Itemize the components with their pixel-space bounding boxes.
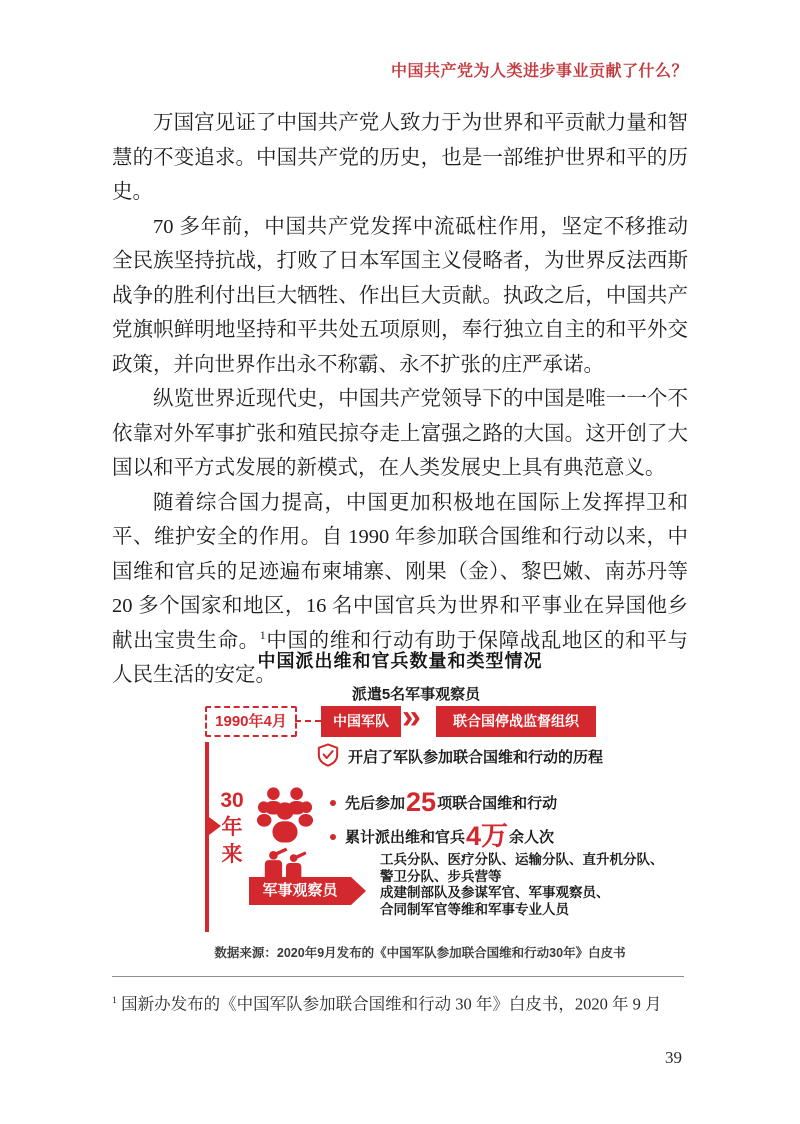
period-label-line: 来 bbox=[221, 843, 243, 866]
un-supervision-box: 联合国停战监督组织 bbox=[436, 706, 596, 737]
footnote-divider bbox=[112, 976, 684, 977]
timeline-line bbox=[205, 742, 209, 932]
force-types-list bbox=[380, 852, 670, 918]
force-type-line: 成建制部队及参谋军官、军事观察员、 bbox=[380, 885, 610, 900]
footnote-marker: 1 bbox=[112, 995, 117, 1006]
stat-highlight: 4万 bbox=[466, 821, 509, 851]
data-source-note: 数据来源：2020年9月发布的《中国军队参加联合国维和行动30年》白皮书 bbox=[214, 946, 626, 960]
footnote-reference: 1 bbox=[259, 627, 266, 642]
stat-suffix: 项联合国维和行动 bbox=[437, 795, 558, 812]
force-type-line: 工兵分队、医疗分队、运输分队、直升机分队、 bbox=[380, 852, 664, 867]
peacekeeping-infographic bbox=[0, 645, 800, 980]
footnote bbox=[112, 989, 692, 1017]
stat-suffix: 余人次 bbox=[509, 829, 555, 846]
stat-highlight: 25 bbox=[406, 787, 437, 817]
timeline-date-badge: 1990年4月 bbox=[205, 706, 297, 737]
paragraph: 纵览世界近现代史，中国共产党领导下的中国是唯一一个不依靠对外军事扩张和殖民掠夺走上富强之路的大国。这开创了大国以和平方式发展的新模式，在人类发展史上具有典范意义。 bbox=[112, 388, 688, 479]
force-type-line: 警卫分队、步兵营等 bbox=[380, 868, 502, 884]
bullet-dot bbox=[330, 800, 336, 806]
page-number: 39 bbox=[665, 1048, 682, 1067]
stat-row-personnel bbox=[330, 823, 554, 850]
saluting-soldiers-icon bbox=[260, 846, 310, 878]
period-label-line: 年 bbox=[221, 816, 243, 839]
period-label-line: 30 bbox=[220, 789, 244, 812]
shield-check-icon bbox=[317, 743, 339, 767]
milestone-text: 开启了军队参加联合国维和行动的历程 bbox=[348, 749, 604, 766]
paragraph-text: 中国的维和行动有助于保障战乱地区的和平与人民生活的安定。 bbox=[112, 629, 689, 686]
stat-row-operations bbox=[330, 789, 557, 816]
paragraph: 万国宫见证了中国共产党人致力于为世界和平贡献力量和智慧的不变追求。中国共产党的历史，也是一部维护世界和平的历史。 bbox=[112, 112, 688, 203]
paragraph-text: 随着综合国力提高，中国更加积极地在国际上发挥捍卫和平、维护安全的作用。自 1990 年参加联合国维和行动以来，中国维和官兵的足迹遍布柬埔寨、刚果（金）、黎巴嫩、南苏丹等 20 多个国家和地区，16 名中国官兵为世界和平事业在异国他乡献出宝贵生命。 bbox=[112, 491, 688, 652]
dashed-connector bbox=[295, 720, 321, 722]
people-group-icon bbox=[256, 783, 314, 845]
china-army-box: 中国军队 bbox=[321, 706, 401, 737]
stat-prefix: 先后参加 bbox=[345, 795, 406, 812]
double-chevron-icon: » bbox=[402, 698, 421, 736]
force-type-line: 合同制军官等维和军事专业人员 bbox=[380, 901, 569, 917]
stat-prefix: 累计派出维和官兵 bbox=[345, 829, 466, 846]
period-label bbox=[219, 787, 245, 868]
running-head: 中国共产党为人类进步事业贡献了什么？ bbox=[390, 63, 688, 80]
body-text bbox=[112, 106, 688, 693]
bullet-dot bbox=[330, 834, 336, 840]
infographic-title: 中国派出维和官兵数量和类型情况 bbox=[257, 651, 543, 671]
paragraph: 70 多年前，中国共产党发挥中流砥柱作用，坚定不移推动全民族坚持抗战，打败了日本军国主义侵略者，为世界反法西斯战争的胜利付出巨大牺牲、作出巨大贡献。执政之后，中国共产党旗帜鲜明地坚持和平共处五项原则，奉行独立自主的和平外交政策，并向世界作出永不称霸、永不扩张的庄严承诺。 bbox=[112, 215, 688, 376]
military-observer-banner: 军事观察员 bbox=[249, 877, 351, 905]
footnote-text: 国新办发布的《中国军队参加联合国维和行动 30 年》白皮书，2020 年 9 月 bbox=[121, 994, 662, 1014]
dispatch-label: 派遣5名军事观察员 bbox=[351, 686, 481, 703]
